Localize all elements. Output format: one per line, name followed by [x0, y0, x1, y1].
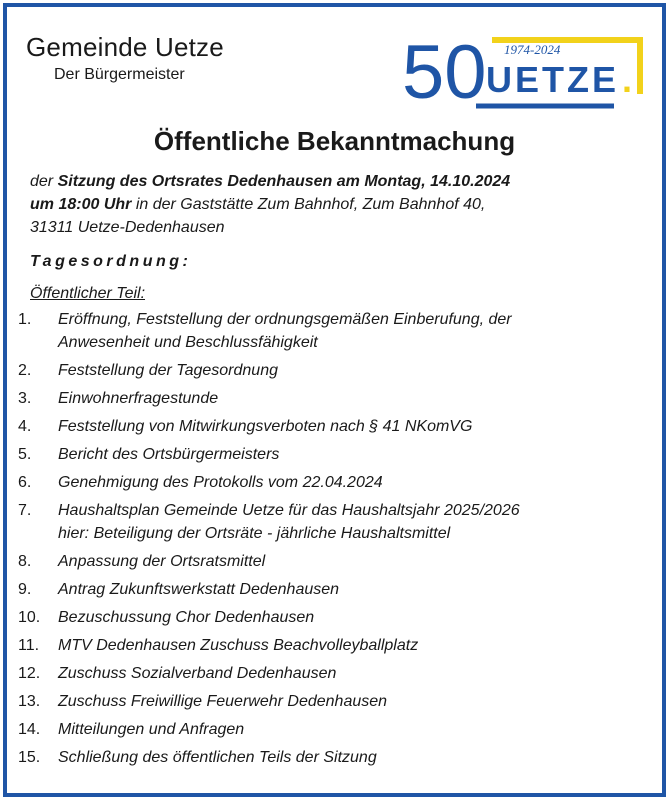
agenda-item-text: Anpassung der Ortsratsmittel	[58, 553, 266, 570]
agenda-item-number: 14.	[18, 721, 41, 738]
agenda-item-text: Mitteilungen und Anfragen	[58, 721, 245, 738]
agenda-item-number: 7.	[18, 502, 32, 519]
agenda-item-number: 2.	[18, 362, 32, 379]
agenda-item-number: 8.	[18, 553, 32, 570]
agenda-item	[18, 634, 638, 657]
agenda-heading: Tagesordnung:	[30, 253, 192, 270]
agenda-item-number: 10.	[18, 609, 41, 626]
agenda-item	[18, 471, 638, 494]
intro-prefix: der	[30, 173, 58, 190]
agenda-item-number: 12.	[18, 665, 41, 682]
agenda-item-text-continued: Anwesenheit und Beschlussfähigkeit	[58, 334, 318, 351]
organization-name: Gemeinde Uetze	[26, 32, 224, 62]
agenda-item-text: MTV Dedenhausen Zuschuss Beachvolleyballplatz	[58, 637, 419, 654]
agenda-item-text: Zuschuss Freiwillige Feuerwehr Dedenhausen	[58, 693, 388, 710]
agenda-item	[18, 578, 638, 601]
agenda-item	[18, 415, 638, 438]
intro-meeting: Sitzung des Ortsrates Dedenhausen am Montag, 14.10.2024	[57, 173, 511, 190]
agenda-item-text: Eröffnung, Feststellung der ordnungsgemäßen Einberufung, der	[58, 311, 512, 328]
agenda-item-text: Feststellung von Mitwirkungsverboten nach § 41 NKomVG	[58, 418, 473, 435]
notice-intro	[30, 170, 630, 239]
agenda-item-number: 5.	[18, 446, 32, 463]
department-name: Der Bürgermeister	[54, 66, 185, 83]
agenda-item-number: 1.	[18, 311, 32, 328]
logo-name: UETZE	[486, 59, 620, 100]
agenda-item-text: Feststellung der Tagesordnung	[58, 362, 278, 379]
agenda-item-text: Antrag Zukunftswerkstatt Dedenhausen	[58, 581, 340, 598]
logo-big-digits: 50	[402, 30, 487, 115]
notice-title: Öffentliche Bekanntmachung	[153, 126, 516, 156]
intro-address: 31311 Uetze-Dedenhausen	[30, 219, 225, 236]
agenda-item-text: Haushaltsplan Gemeinde Uetze für das Haushaltsjahr 2025/2026	[58, 502, 520, 519]
agenda-item-number: 4.	[18, 418, 32, 435]
agenda-item	[18, 606, 638, 629]
agenda-item-text: Bezuschussung Chor Dedenhausen	[58, 609, 315, 626]
agenda-item-text: Bericht des Ortsbürgermeisters	[58, 446, 280, 463]
agenda-item	[18, 499, 638, 545]
agenda-item-number: 13.	[18, 693, 41, 710]
logo-years: 1974-2024	[504, 42, 561, 57]
agenda-item-text-continued: hier: Beteiligung der Ortsräte - jährliche Haushaltsmittel	[58, 525, 451, 542]
agenda-item	[18, 662, 638, 685]
agenda-item-text: Zuschuss Sozialverband Dedenhausen	[58, 665, 337, 682]
agenda-item-text: Einwohnerfragestunde	[58, 390, 219, 407]
agenda-item	[18, 308, 638, 354]
agenda-item-number: 15.	[18, 749, 41, 766]
logo-dot: .	[622, 59, 633, 100]
intro-time: um 18:00 Uhr	[30, 196, 132, 213]
agenda-item	[18, 550, 638, 573]
agenda-item-number: 3.	[18, 390, 32, 407]
agenda-item	[18, 746, 638, 769]
agenda-item	[18, 690, 638, 713]
agenda-item-number: 11.	[18, 637, 40, 654]
agenda-item-number: 9.	[18, 581, 32, 598]
agenda-item	[18, 443, 638, 466]
agenda-item-text: Genehmigung des Protokolls vom 22.04.2024	[58, 474, 383, 491]
agenda-item	[18, 359, 638, 382]
agenda-item	[18, 718, 638, 741]
intro-location: in der Gaststätte Zum Bahnhof, Zum Bahnhof 40,	[131, 196, 486, 213]
agenda-list	[18, 308, 638, 774]
agenda-item-text: Schließung des öffentlichen Teils der Sitzung	[58, 749, 377, 766]
agenda-item-number: 6.	[18, 474, 32, 491]
agenda-item	[18, 387, 638, 410]
public-section-label: Öffentlicher Teil:	[30, 285, 146, 302]
uetze-50-years-logo	[400, 22, 650, 118]
